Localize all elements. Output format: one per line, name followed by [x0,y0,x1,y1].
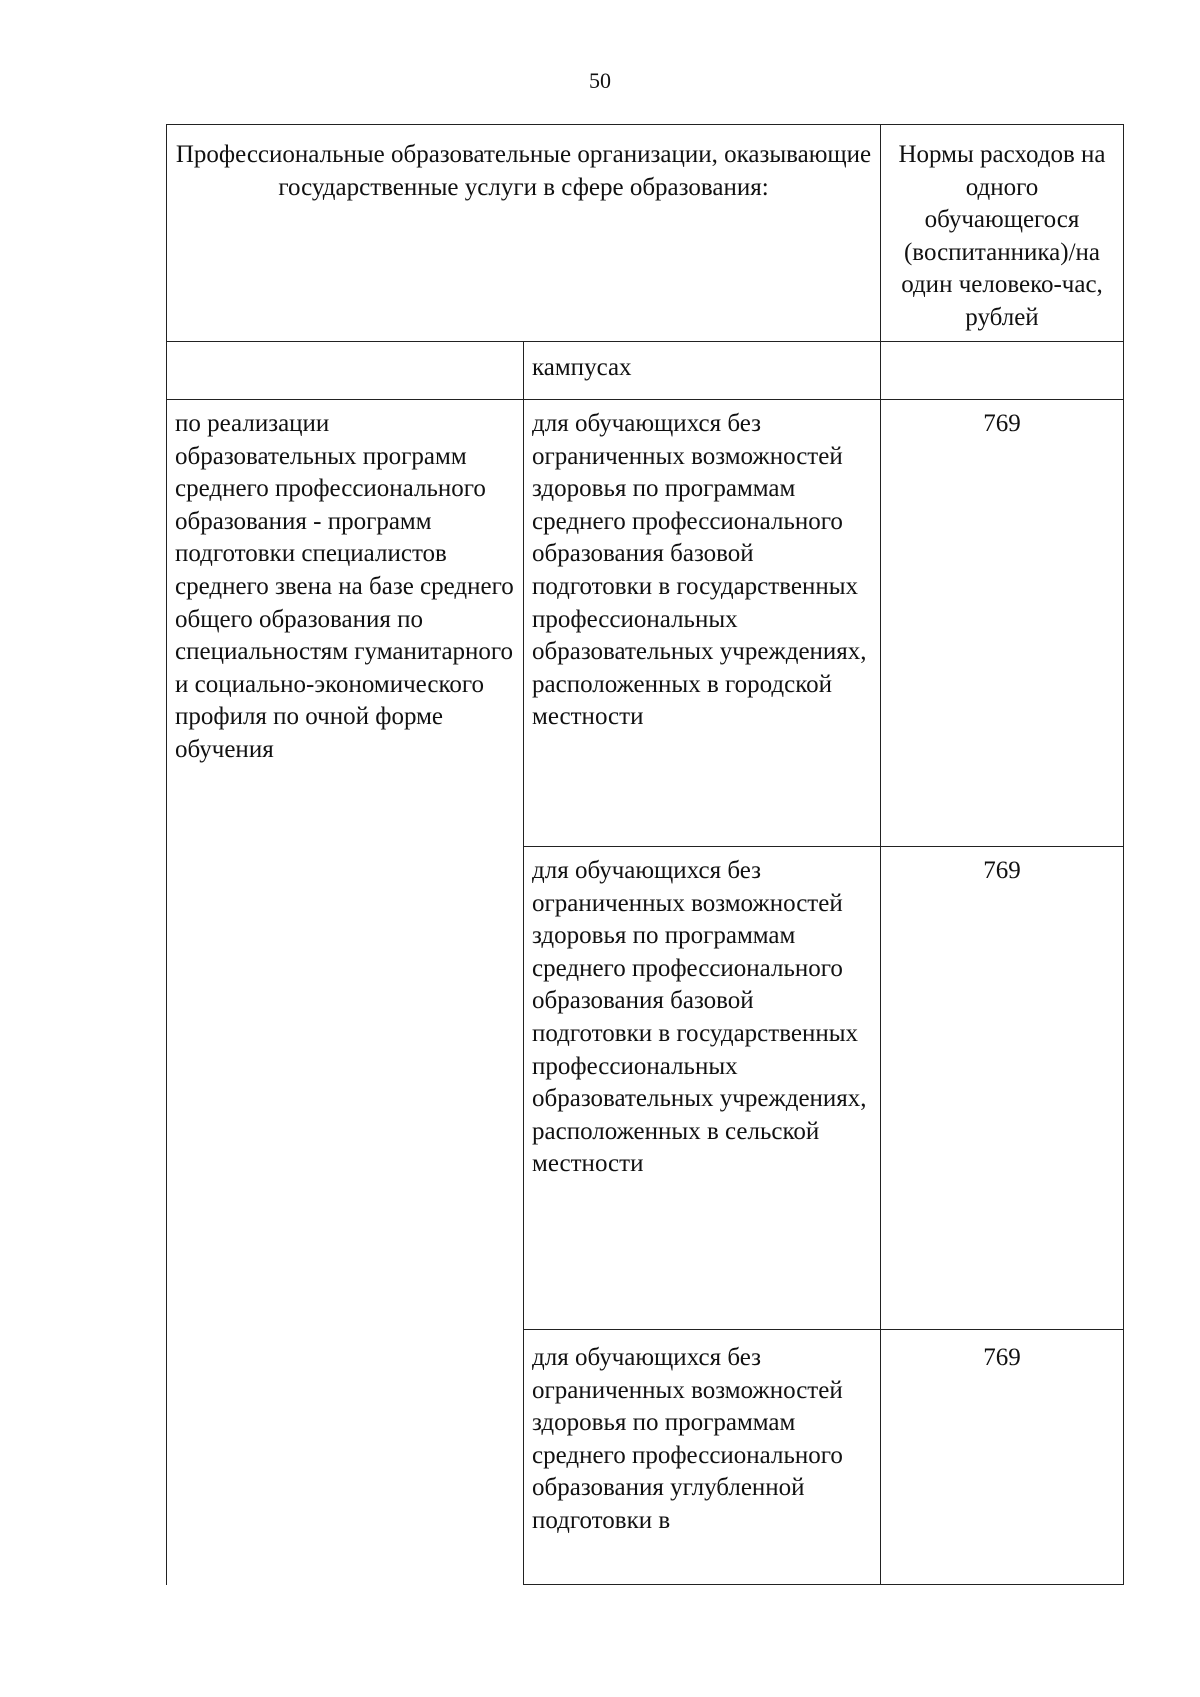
campus-row-col-a [167,342,524,400]
norms-table [166,124,1124,1585]
table-row [167,400,1124,847]
norm-value-cell: 769 [881,1330,1124,1585]
category-cell: для обучающихся без ограниченных возможностей здоровья по программам среднего профессионального образования углубленной подготовки в [524,1330,881,1585]
norm-value-cell: 769 [881,400,1124,847]
norm-value-cell: 769 [881,847,1124,1330]
service-description-cell: по реализации образовательных программ среднего профессионального образования - программ подготовки специалистов среднего звена на базе среднего общего образования по специальностям гуманитарного и социально-экономического профиля по очной форме обучения [167,400,524,1585]
page-number: 50 [589,68,611,93]
category-cell: для обучающихся без ограниченных возможностей здоровья по программам среднего профессионального образования базовой подготовки в государственных профессиональных образовательных учреждениях, расположенных в городской местности [524,400,881,847]
table-row [167,342,1124,400]
category-cell: для обучающихся без ограниченных возможностей здоровья по программам среднего профессионального образования базовой подготовки в государственных профессиональных образовательных учреждениях, расположенных в сельской местности [524,847,881,1330]
table-header-row [167,125,1124,342]
header-organizations-cell: Профессиональные образовательные организации, оказывающие государственные услуги в сфере образования: [167,125,881,342]
campus-row-col-c [881,342,1124,400]
header-norms-cell: Нормы расходов на одного обучающегося (воспитанника)/на один человеко-час, рублей [881,125,1124,342]
campus-row-col-b: кампусах [524,342,881,400]
